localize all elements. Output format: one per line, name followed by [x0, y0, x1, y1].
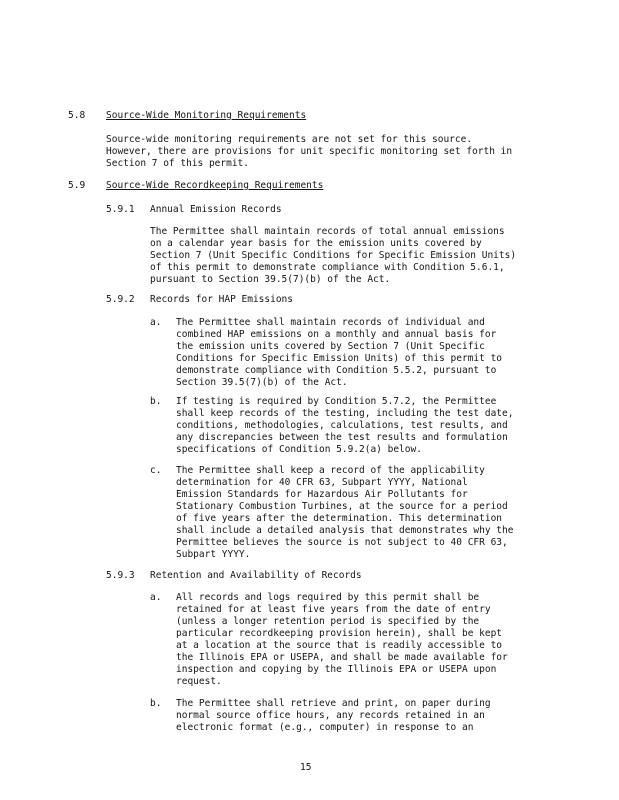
text-line: on a calendar year basis for the emission units covered by	[150, 238, 482, 249]
text-line: (unless a longer retention period is specified by the	[176, 616, 480, 627]
subsection-5-9-3-number: 5.9.3	[106, 570, 135, 581]
text-line: of five years after the determination. This determination	[176, 513, 503, 524]
text-line: However, there are provisions for unit specific monitoring set forth in	[106, 146, 513, 157]
text-line: any discrepancies between the test results and formulation	[176, 432, 508, 443]
text-line: Section 39.5(7)(b) of the Act.	[176, 377, 348, 388]
section-5-8-heading: Source-Wide Monitoring Requirements	[106, 110, 307, 121]
item-5-9-2-b	[176, 396, 513, 456]
text-line: The Permittee shall maintain records of individual and	[176, 317, 485, 328]
text-line: shall include a detailed analysis that demonstrates why the	[176, 525, 514, 536]
section-5-9-heading: Source-Wide Recordkeeping Requirements	[106, 180, 324, 191]
text-line: Conditions for Specific Emission Units) of this permit to	[176, 353, 503, 364]
text-line: Emission Standards for Hazardous Air Pollutants for	[176, 489, 468, 500]
text-line: All records and logs required by this permit shall be	[176, 592, 480, 603]
page-number: 15	[300, 762, 312, 773]
section-5-8-body	[106, 134, 512, 170]
section-5-8-number: 5.8	[68, 110, 86, 121]
item-label: a.	[150, 592, 162, 603]
text-line: specifications of Condition 5.9.2(a) below.	[176, 444, 422, 455]
text-line: Section 7 (Unit Specific Conditions for Specific Emission Units)	[150, 250, 517, 261]
text-line: Source-wide monitoring requirements are not set for this source.	[106, 134, 473, 145]
text-line: retained for at least five years from the date of entry	[176, 604, 491, 615]
item-5-9-3-a	[176, 592, 508, 688]
text-line: conditions, methodologies, calculations, test results, and	[176, 420, 508, 431]
text-line: Stationary Combustion Turbines, at the source for a period	[176, 501, 508, 512]
subsection-5-9-1-number: 5.9.1	[106, 204, 135, 215]
text-line: The Permittee shall retrieve and print, on paper during	[176, 698, 491, 709]
item-5-9-2-a	[176, 317, 502, 389]
text-line: the emission units covered by Section 7 (Unit Specific	[176, 341, 485, 352]
text-line: demonstrate compliance with Condition 5.5.2, pursuant to	[176, 365, 497, 376]
item-5-9-3-b	[176, 698, 491, 734]
subsection-5-9-1-title: Annual Emission Records	[150, 204, 282, 215]
text-line: the Illinois EPA or USEPA, and shall be made available for	[176, 652, 508, 663]
text-line: request.	[176, 676, 222, 687]
text-line: Section 7 of this permit.	[106, 158, 249, 169]
subsection-5-9-3-title: Retention and Availability of Records	[150, 570, 362, 581]
text-line: Subpart YYYY.	[176, 549, 251, 560]
section-5-9-number: 5.9	[68, 180, 86, 191]
text-line: of this permit to demonstrate compliance with Condition 5.6.1,	[150, 262, 505, 273]
text-line: combined HAP emissions on a monthly and annual basis for	[176, 329, 497, 340]
text-line: If testing is required by Condition 5.7.2, the Permittee	[176, 396, 497, 407]
text-line: pursuant to Section 39.5(7)(b) of the Act.	[150, 274, 391, 285]
item-label: a.	[150, 317, 162, 328]
item-label: b.	[150, 396, 162, 407]
text-line: The Permittee shall maintain records of total annual emissions	[150, 226, 505, 237]
item-label: b.	[150, 698, 162, 709]
text-line: The Permittee shall keep a record of the applicability	[176, 465, 485, 476]
text-line: inspection and copying by the Illinois EPA or USEPA upon	[176, 664, 497, 675]
subsection-5-9-2-title: Records for HAP Emissions	[150, 294, 293, 305]
text-line: electronic format (e.g., computer) in response to an	[176, 722, 474, 733]
subsection-5-9-1-body	[150, 226, 516, 286]
text-line: shall keep records of the testing, including the test date,	[176, 408, 514, 419]
item-5-9-2-c	[176, 465, 513, 561]
text-line: at a location at the source that is readily accessible to	[176, 640, 503, 651]
subsection-5-9-2-number: 5.9.2	[106, 294, 135, 305]
text-line: Permittee believes the source is not subject to 40 CFR 63,	[176, 537, 508, 548]
item-label: c.	[150, 465, 162, 476]
text-line: particular recordkeeping provision herein), shall be kept	[176, 628, 503, 639]
text-line: determination for 40 CFR 63, Subpart YYYY, National	[176, 477, 468, 488]
text-line: normal source office hours, any records retained in an	[176, 710, 485, 721]
